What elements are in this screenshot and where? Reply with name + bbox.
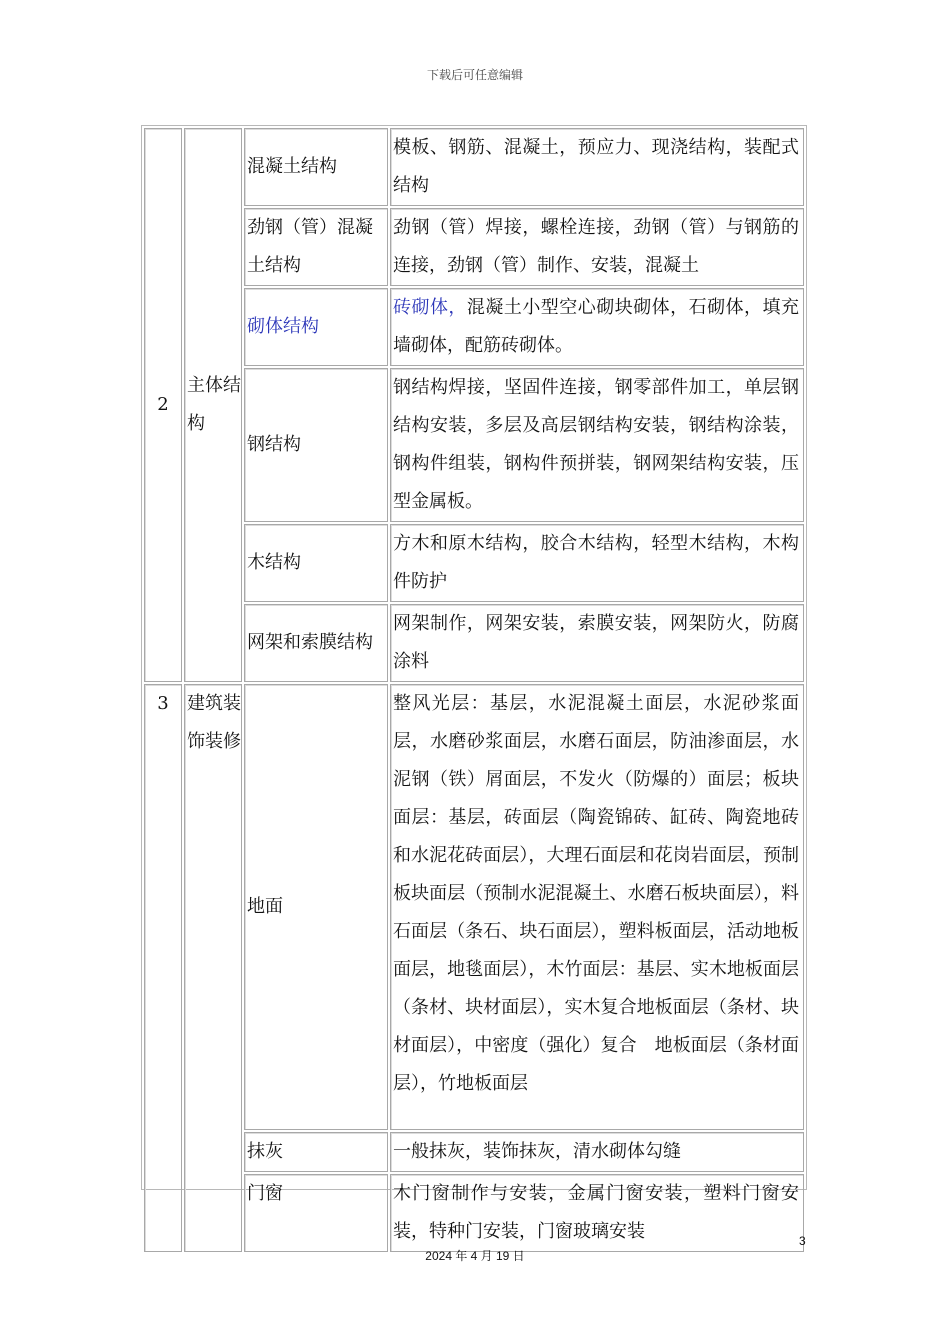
subsection-name: 劲钢（管）混凝土结构 [244,208,388,286]
subsection-name: 抹灰 [244,1132,388,1172]
table [142,126,806,1254]
subsection-name: 混凝土结构 [244,128,388,206]
category-cell: 建筑装饰装修 [184,684,242,1252]
table-row [144,128,804,206]
table-row [144,524,804,602]
table-row [144,288,804,366]
table-row [144,684,804,1130]
table-row [144,208,804,286]
subsection-description: 木门窗制作与安装，金属门窗安装，塑料门窗安装，特种门安装，门窗玻璃安装 [390,1174,804,1252]
subsection-description: 砖砌体，混凝土小型空心砌块砌体，石砌体，填充墙砌体，配筋砖砌体。 [390,288,804,366]
subsection-description: 钢结构焊接，坚固件连接，钢零部件加工，单层钢结构安装，多层及高层钢结构安装，钢结构涂装，钢构件组装，钢构件预拼装，钢网架结构安装，压型金属板。 [390,368,804,522]
category-cell: 主体结构 [184,128,242,682]
subsection-name: 网架和索膜结构 [244,604,388,682]
subsection-name: 钢结构 [244,368,388,522]
description-link[interactable]: 砖砌体， [393,297,467,318]
table-row [144,1174,804,1252]
subsection-description: 劲钢（管）焊接，螺栓连接，劲钢（管）与钢筋的连接，劲钢（管）制作、安装，混凝土 [390,208,804,286]
subsection-name: 地面 [244,684,388,1130]
footer-date: 2024 年 4 月 19 日 [425,1249,525,1263]
row-number: 3 [144,684,182,1252]
subsection-description: 网架制作，网架安装，索膜安装，网架防火，防腐涂料 [390,604,804,682]
page-header: 下载后可任意编辑 [426,68,523,82]
subsection-description: 模板、钢筋、混凝土，预应力、现浇结构，装配式结构 [390,128,804,206]
subsection-name-link[interactable]: 砌体结构 [244,288,388,366]
construction-items-table [141,125,807,1242]
table-row [144,368,804,522]
subsection-description: 方木和原木结构，胶合木结构，轻型木结构，木构件防护 [390,524,804,602]
page-number: 3 [799,1234,806,1248]
table-row [144,604,804,682]
subsection-description: 一般抹灰，装饰抹灰，清水砌体勾缝 [390,1132,804,1172]
subsection-name: 木结构 [244,524,388,602]
table-row [144,1132,804,1172]
subsection-name: 门窗 [244,1174,388,1252]
row-number: 2 [144,128,182,682]
subsection-description: 整风光层：基层，水泥混凝土面层，水泥砂浆面层，水磨砂浆面层，水磨石面层，防油渗面层，水泥钢（铁）屑面层，不发火（防爆的）面层；板块面层：基层，砖面层（陶瓷锦砖、缸砖、陶瓷地砖和水泥花砖面层），大理石面层和花岗岩面层，预制板块面层（预制水泥混凝土、水磨石板块面层），料石面层（条石、块石面层），塑料板面层，活动地板面层，地毯面层），木竹面层：基层、实木地板面层（条材、块材面层），实木复合地板面层（条材、块材面层），中密度（强化）复合 地板面层（条材面层），竹地板面层 [390,684,804,1130]
